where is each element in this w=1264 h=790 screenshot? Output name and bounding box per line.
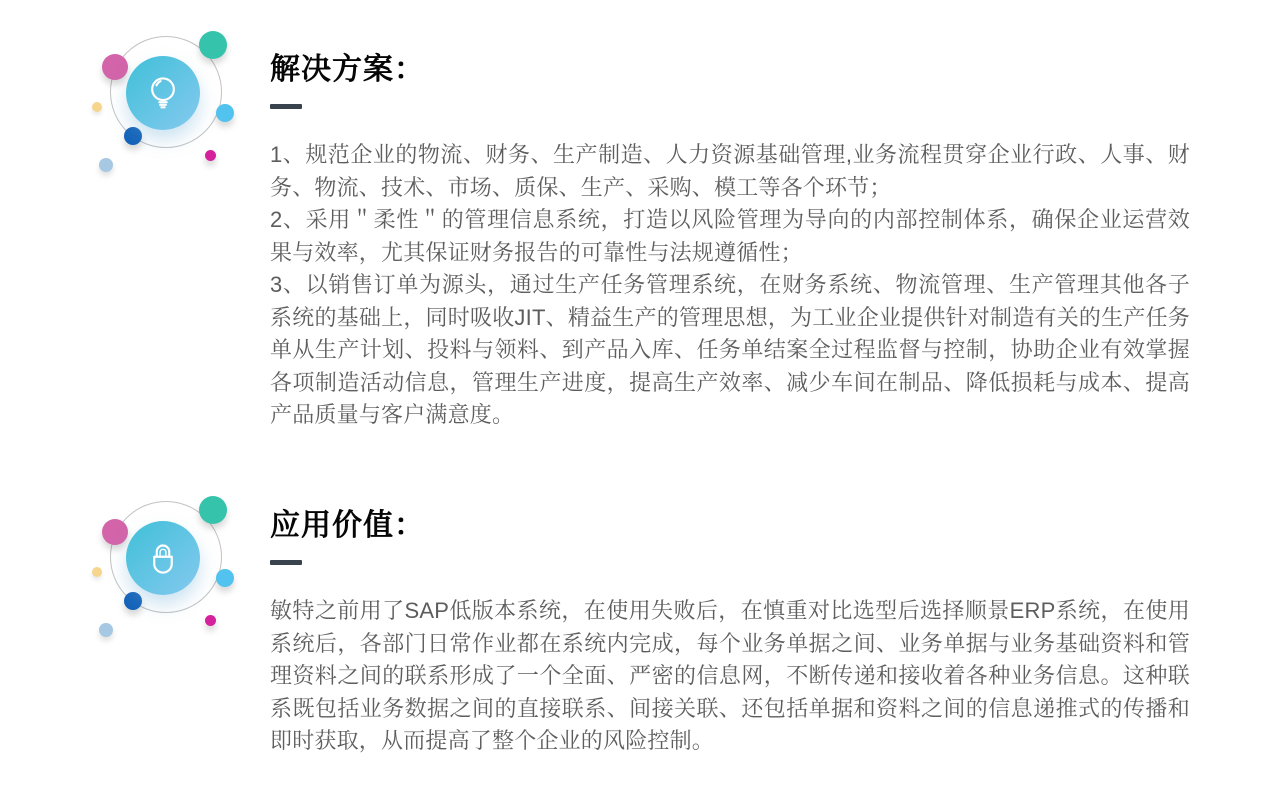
- solution-section: [270, 52, 1190, 432]
- gradient-circle: [126, 521, 200, 595]
- lightbulb-icon: [143, 73, 183, 113]
- heading-underline: [270, 104, 302, 109]
- pale-blue-dot: [99, 158, 113, 172]
- solution-item-2: 2、采用＂柔性＂的管理信息系统，打造以风险管理为导向的内部控制体系，确保企业运营效果与效率，尤其保证财务报告的可靠性与法规遵循性；: [270, 207, 1190, 265]
- solution-item-3: 3、以销售订单为源头，通过生产任务管理系统，在财务系统、物流管理、生产管理其他各子系统的基础上，同时吸收JIT、精益生产的管理思想，为工业企业提供针对制造有关的生产任务单从生产计划、投料与领料、到产品入库、任务单结案全过程监督与控制，协助企业有效掌握各项制造活动信息，管理生产进度，提高生产效率、减少车间在制品、降低损耗与成本、提高产品质量与客户满意度。: [270, 272, 1190, 427]
- value-paragraphs: [270, 595, 1190, 758]
- value-section: [270, 508, 1190, 758]
- value-heading: 应用价值：: [270, 509, 425, 542]
- solution-icon-cluster: [88, 25, 248, 195]
- pink-dot: [102, 519, 128, 545]
- heading-underline: [270, 560, 302, 565]
- teal-dot: [199, 496, 227, 524]
- value-icon-cluster: [88, 490, 248, 660]
- sky-blue-dot: [216, 104, 234, 122]
- magenta-dot: [205, 150, 216, 161]
- pale-blue-dot: [99, 623, 113, 637]
- solution-item-1: 1、规范企业的物流、财务、生产制造、人力资源基础管理,业务流程贯穿企业行政、人事、财务、物流、技术、市场、质保、生产、采购、模工等各个环节；: [270, 142, 1190, 200]
- pale-yellow-dot: [92, 567, 102, 577]
- solution-heading: 解决方案：: [270, 53, 425, 86]
- lock-icon: [143, 538, 183, 578]
- solution-paragraphs: [270, 139, 1190, 432]
- dark-blue-dot: [124, 127, 142, 145]
- value-paragraph: 敏特之前用了SAP低版本系统，在使用失败后，在慎重对比选型后选择顺景ERP系统，在使用系统后，各部门日常作业都在系统内完成，每个业务单据之间、业务单据与业务基础资料和管理资料之间的联系形成了一个全面、严密的信息网，不断传递和接收着各种业务信息。这种联系既包括业务数据之间的直接联系、间接关联、还包括单据和资料之间的信息递推式的传播和即时获取，从而提高了整个企业的风险控制。: [270, 598, 1190, 753]
- pale-yellow-dot: [92, 102, 102, 112]
- pink-dot: [102, 54, 128, 80]
- magenta-dot: [205, 615, 216, 626]
- sky-blue-dot: [216, 569, 234, 587]
- gradient-circle: [126, 56, 200, 130]
- teal-dot: [199, 31, 227, 59]
- dark-blue-dot: [124, 592, 142, 610]
